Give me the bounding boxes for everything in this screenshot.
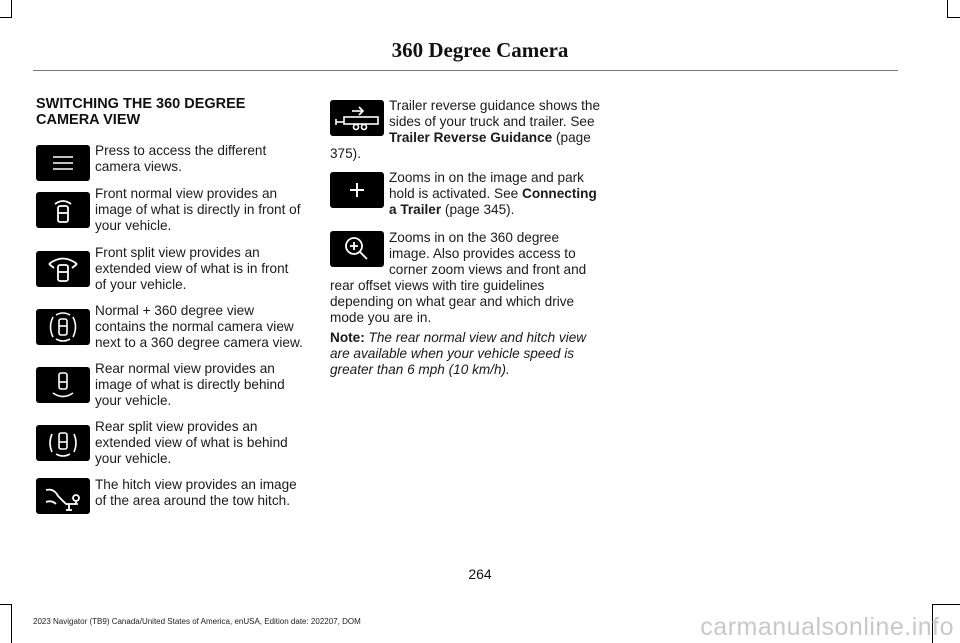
item-text: Trailer reverse guidance shows the sides of your truck and trailer. See Trailer Reverse Guidance (page: [389, 98, 601, 145]
page-header-title: 360 Degree Camera: [391, 38, 569, 62]
view-item-zoom-park: [330, 172, 605, 222]
item-text: Front normal view provides an image of what is directly in front of your vehicle.: [95, 186, 301, 233]
view-item-menu: [36, 145, 306, 185]
item-text: Rear normal view provides an image of what is directly behind your vehicle.: [95, 361, 285, 408]
connecting-trailer-link-cont[interactable]: a Trailer: [389, 202, 442, 217]
crop-mark: [947, 17, 960, 18]
section-title: SWITCHING THE 360 DEGREE CAMERA VIEW: [36, 96, 246, 128]
front-split-view-icon[interactable]: [36, 251, 90, 287]
crop-mark: [932, 604, 960, 605]
rear-split-view-icon[interactable]: [36, 425, 90, 461]
zoom-in-icon[interactable]: [330, 172, 384, 208]
view-item-hitch: [36, 479, 308, 519]
header-divider: [33, 70, 898, 71]
item-text: Zooms in on the image and park hold is activated. See Connecting a Trailer (page 345).: [389, 170, 597, 217]
magnifier-zoom-icon[interactable]: [330, 231, 384, 267]
view-item-zoom-360: [330, 230, 605, 325]
note-label: Note:: [330, 330, 365, 345]
item-text: Rear split view provides an extended view of what is behind your vehicle.: [95, 419, 288, 466]
view-item-front-split: [36, 247, 308, 297]
view-item-rear-normal: [36, 363, 308, 413]
trailer-reverse-guidance-icon[interactable]: [330, 100, 384, 136]
menu-icon[interactable]: [36, 145, 90, 181]
front-normal-view-icon[interactable]: [36, 192, 90, 228]
watermark: carmanualsonline.info: [700, 613, 954, 641]
view-item-normal-360: [36, 305, 308, 355]
trailer-reverse-guidance-link[interactable]: Trailer Reverse Guidance: [389, 130, 553, 145]
connecting-trailer-link[interactable]: Connecting: [522, 186, 597, 201]
crop-mark: [0, 604, 12, 605]
view-item-front-normal: [36, 188, 308, 238]
crop-mark: [11, 604, 12, 643]
page-number: 264: [468, 566, 492, 582]
crop-mark: [947, 0, 948, 18]
item-text: Normal + 360 degree view contains the normal camera view next to a 360 degree camera view.: [95, 303, 303, 350]
hitch-view-icon[interactable]: [36, 478, 90, 514]
speed-note: Note: The rear normal view and hitch view are available when your vehicle speed is greater than 6 mph (10 km/h).: [330, 330, 587, 377]
crop-mark: [0, 17, 12, 18]
footer-edition: 2023 Navigator (TB9) Canada/United States of America, enUSA, Edition date: 202207, DOM: [33, 617, 361, 626]
item-text-wrap: rear offset views with tire guidelines depending on what gear and which drive mode you are in.: [330, 278, 575, 325]
view-item-trailer-reverse: [330, 100, 605, 160]
crop-mark: [11, 0, 12, 18]
item-text: The hitch view provides an image of the area around the tow hitch.: [95, 477, 297, 508]
rear-normal-view-icon[interactable]: [36, 367, 90, 403]
item-text: Zooms in on the 360 degree image. Also provides access to corner zoom views and front and: [389, 230, 587, 277]
item-text: Front split view provides an extended view of what is in front of your vehicle.: [95, 245, 289, 292]
normal-360-view-icon[interactable]: [36, 309, 90, 345]
item-text: Press to access the different camera views.: [95, 143, 267, 174]
view-item-rear-split: [36, 421, 308, 471]
item-text-wrap: 375).: [330, 146, 361, 161]
